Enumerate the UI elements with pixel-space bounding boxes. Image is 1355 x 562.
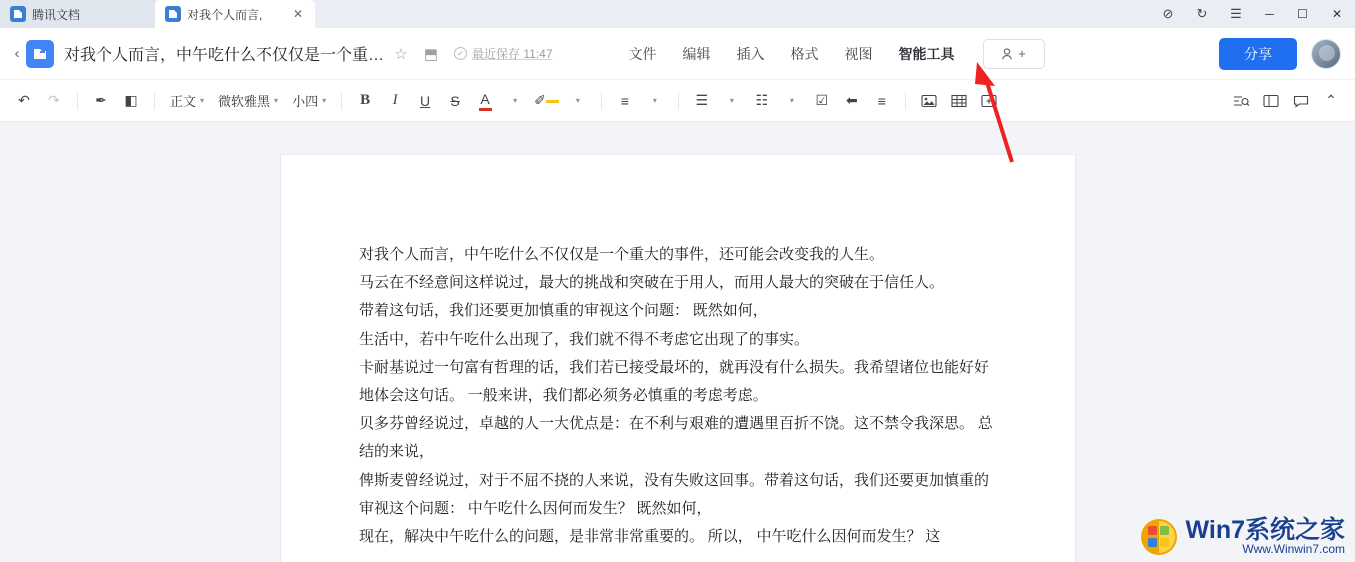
comment-panel-icon[interactable] <box>1257 87 1285 115</box>
format-brush-icon[interactable]: ✒ <box>95 92 107 108</box>
bold-button[interactable] <box>351 87 379 115</box>
menu-edit[interactable]: 编辑 <box>682 45 711 62</box>
chevron-down-icon: ▾ <box>575 96 580 105</box>
menu-icon[interactable]: ☰ <box>1230 6 1242 21</box>
align-icon[interactable]: ≡ <box>620 92 629 109</box>
paragraph-style-dropdown[interactable] <box>164 87 210 115</box>
menu-smart-tools[interactable]: 智能工具 <box>898 45 955 62</box>
document-header <box>0 28 1355 80</box>
plus-icon: + <box>1018 46 1026 61</box>
clear-format-icon[interactable]: ◧ <box>124 92 138 108</box>
paragraph: 卡耐基说过一句富有哲理的话，我们若已接受最坏的，就再没有什么损失。我希望诸位也能好好地体会这句话。 一般来讲，我们都必须务必慎重的考虑考虑。 <box>359 359 990 404</box>
star-icon[interactable]: ☆ <box>394 45 408 63</box>
share-button[interactable]: 分享 <box>1219 38 1297 70</box>
close-icon[interactable]: ✕ <box>292 7 304 21</box>
bullet-list-icon[interactable]: ☰ <box>695 92 709 108</box>
font-color-dropdown[interactable] <box>501 87 529 115</box>
line-spacing-icon[interactable]: ≡ <box>877 92 886 109</box>
browser-tab-home[interactable] <box>0 0 155 28</box>
strikethrough-label: S <box>450 92 460 109</box>
font-family-value: 微软雅黑 <box>218 94 271 109</box>
divider <box>678 92 679 110</box>
chevron-down-icon: ▾ <box>200 96 205 105</box>
watermark-sub-label: Www.Winwin7.com <box>1242 542 1345 557</box>
block-icon[interactable]: ⊘ <box>1162 6 1174 21</box>
font-size-value: 小四 <box>292 94 319 109</box>
collapse-toolbar-icon[interactable]: ⌃ <box>1325 92 1337 108</box>
browser-tab-label: 腾讯文档 <box>32 7 81 22</box>
underline-button[interactable] <box>411 87 439 115</box>
bullet-list-dropdown[interactable] <box>718 87 746 115</box>
paragraph: 带着这句话，我们还要更加慎重的审视这个问题： 既然如何， <box>359 303 768 320</box>
paragraph: 俾斯麦曾经说过，对于不屈不挠的人来说，没有失败这回事。带着这句话，我们还要更加慎重的审视这个问题： 中午吃什么因何而发生？ 既然如何， <box>359 472 990 517</box>
underline-label: U <box>420 92 431 109</box>
chevron-down-icon: ▾ <box>729 96 734 105</box>
number-list-dropdown[interactable] <box>778 87 806 115</box>
highlight-dropdown[interactable] <box>564 87 592 115</box>
save-status-label: 最近保存 11:47 <box>472 47 553 61</box>
highlight-button[interactable] <box>531 87 562 115</box>
divider <box>905 92 906 110</box>
chevron-down-icon: ▾ <box>274 96 279 105</box>
redo-icon[interactable]: ↷ <box>48 92 60 108</box>
highlight-pen-icon: ✐ <box>534 92 546 108</box>
watermark-text <box>1186 517 1346 556</box>
font-color-swatch <box>479 108 492 111</box>
maximize-button[interactable]: ☐ <box>1297 7 1308 21</box>
highlight-swatch <box>546 100 559 103</box>
user-icon <box>1001 47 1015 61</box>
undo-icon[interactable]: ↶ <box>18 92 30 108</box>
checklist-icon[interactable]: ☑ <box>815 92 829 108</box>
browser-tab-document[interactable] <box>155 0 315 28</box>
paragraph: 贝多芬曾经说过，卓越的人一大优点是：在不利与艰难的遭遇里百折不饶。这不禁令我深思。 总结的来说， <box>359 416 993 461</box>
divider <box>341 92 342 110</box>
doc-icon <box>10 6 26 22</box>
paragraph: 对我个人而言，中午吃什么不仅仅是一个重大的事件，还可能会改变我的人生。 <box>359 247 885 263</box>
doc-icon <box>165 6 181 22</box>
close-button[interactable]: ✕ <box>1331 7 1343 21</box>
table-icon[interactable] <box>945 87 973 115</box>
divider <box>77 92 78 110</box>
app-logo-icon <box>26 40 54 68</box>
avatar[interactable] <box>1311 39 1341 69</box>
document-text[interactable] <box>281 155 1075 551</box>
chevron-down-icon: ▾ <box>513 96 518 105</box>
refresh-icon[interactable]: ↻ <box>1196 6 1208 21</box>
titlebar-controls <box>1151 0 1355 28</box>
export-icon[interactable]: ⬒ <box>423 45 439 63</box>
divider <box>601 92 602 110</box>
window-titlebar <box>0 0 1355 28</box>
italic-button[interactable] <box>381 87 409 115</box>
paragraph: 马云在不经意间这样说过，最大的挑战和突破在于用人，而用人最大的突破在于信任人。 <box>359 275 945 292</box>
align-dropdown[interactable] <box>641 87 669 115</box>
chevron-down-icon: ▾ <box>322 96 327 105</box>
chevron-down-icon: ▾ <box>789 96 794 105</box>
font-color-letter: A <box>480 90 490 107</box>
menu-bar <box>629 44 955 64</box>
menu-file[interactable]: 文件 <box>628 45 657 62</box>
watermark-logo-icon <box>1140 518 1178 556</box>
toolbar-right-group <box>1227 87 1345 115</box>
save-status <box>454 45 552 62</box>
paragraph-style-value: 正文 <box>170 94 197 109</box>
paragraph: 现在，解决中午吃什么的问题，是非常非常重要的。 所以， 中午吃什么因何而发生？ 这 <box>359 528 941 545</box>
find-icon[interactable] <box>1227 87 1255 115</box>
paragraph: 生活中，若中午吃什么出现了，我们就不得不考虑它出现了的事实。 <box>359 331 810 348</box>
back-icon[interactable]: ‹ <box>14 45 20 62</box>
watermark-main-label: Win7系统之家 <box>1185 516 1345 545</box>
font-size-dropdown[interactable] <box>286 87 332 115</box>
page-title[interactable]: 对我个人而言，中午吃什么不仅仅是一个重… <box>64 47 385 64</box>
minimize-button[interactable]: ─ <box>1265 7 1274 21</box>
image-icon[interactable] <box>915 87 943 115</box>
menu-view[interactable]: 视图 <box>844 45 873 62</box>
check-icon: ✓ <box>454 47 467 60</box>
bold-label: B <box>360 92 371 108</box>
formatting-toolbar <box>0 80 1355 122</box>
document-canvas[interactable] <box>0 123 1355 562</box>
document-page[interactable] <box>281 155 1075 562</box>
italic-label: I <box>392 92 398 108</box>
add-collaborator-button[interactable] <box>983 39 1045 69</box>
chevron-down-icon: ▾ <box>652 96 657 105</box>
insert-block-icon[interactable] <box>975 87 1003 115</box>
divider <box>154 92 155 110</box>
watermark <box>1140 517 1346 556</box>
font-color-button[interactable] <box>471 87 499 115</box>
menu-insert[interactable]: 插入 <box>736 45 765 62</box>
browser-tab-label: 对我个人而言, <box>187 7 263 22</box>
strikethrough-button[interactable] <box>441 87 469 115</box>
font-family-dropdown[interactable] <box>212 87 284 115</box>
indent-decrease-icon[interactable]: ⬅ <box>845 92 858 108</box>
menu-format[interactable]: 格式 <box>790 45 819 62</box>
comment-icon[interactable] <box>1287 87 1315 115</box>
number-list-icon[interactable]: ☷ <box>755 92 769 108</box>
